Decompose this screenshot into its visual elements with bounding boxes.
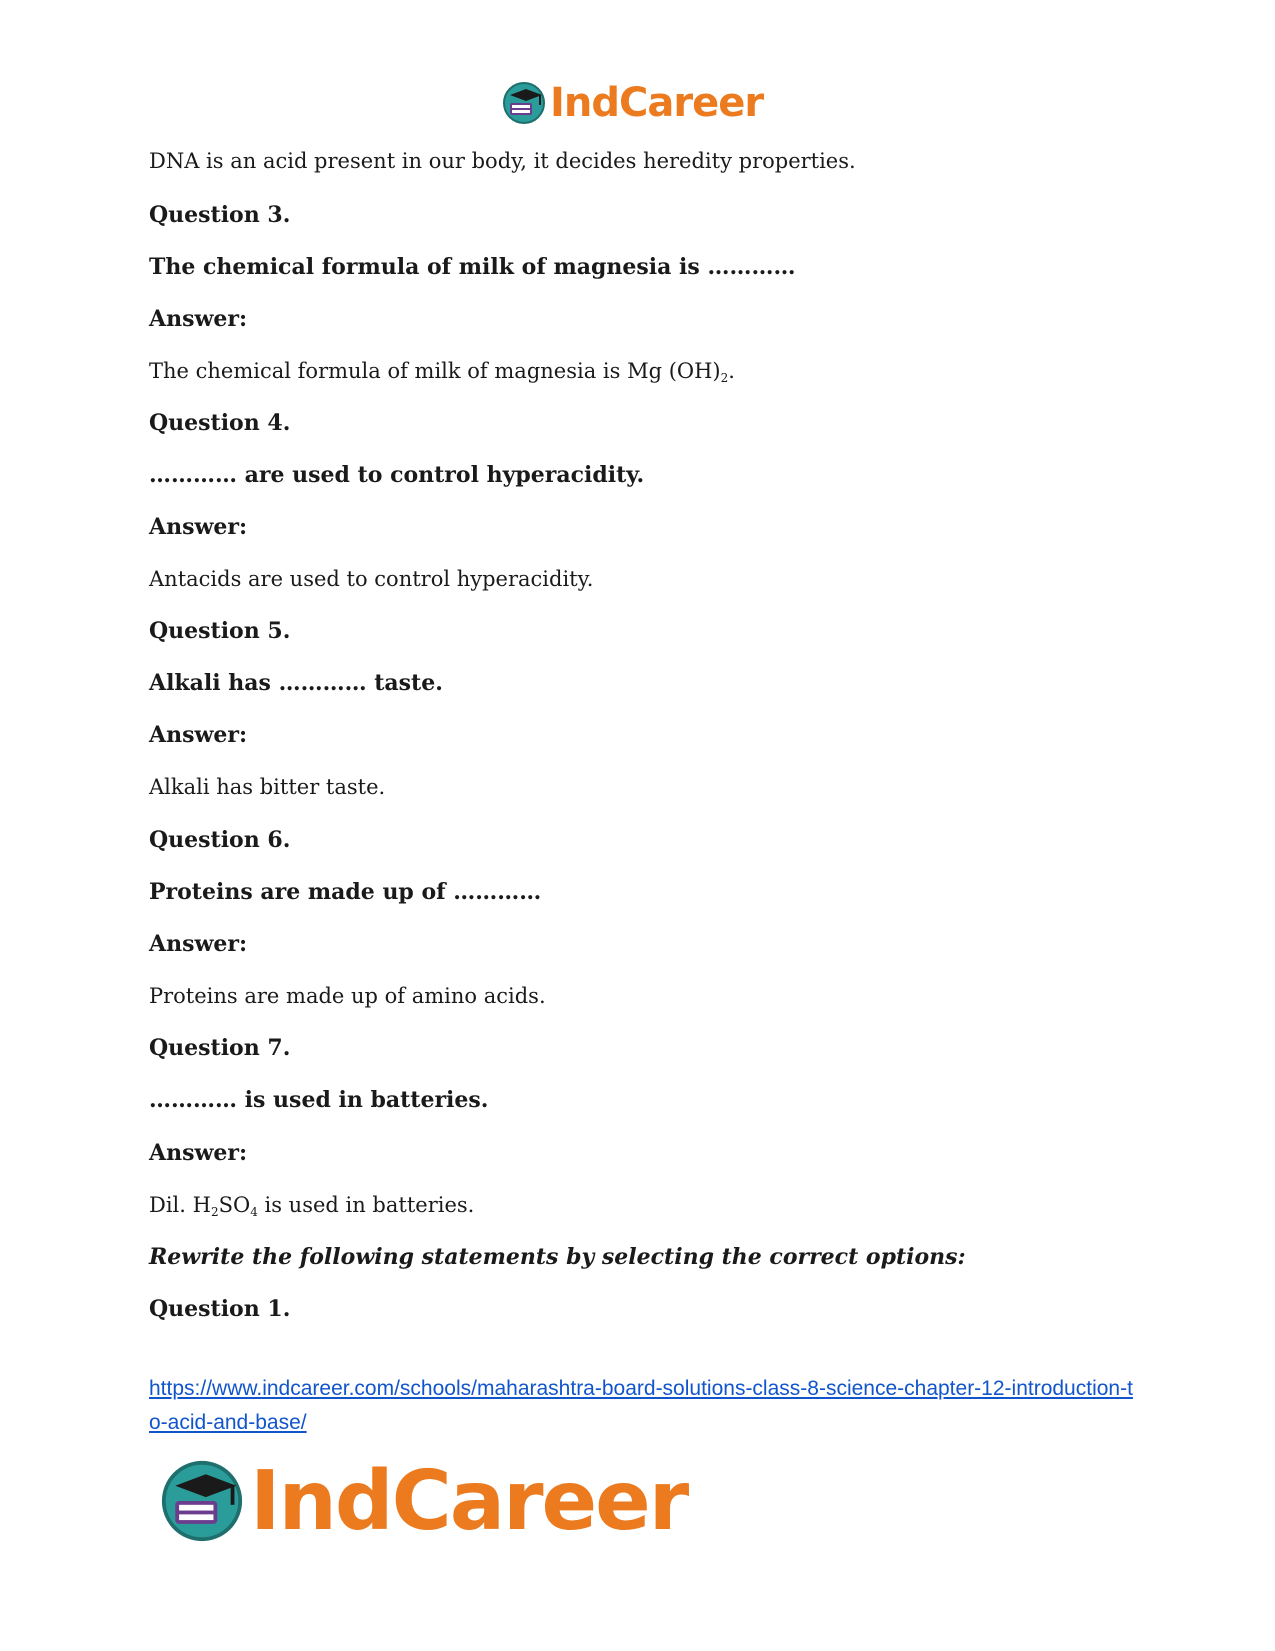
question-text: Proteins are made up of …………	[149, 879, 542, 905]
question-heading: Question 4.	[149, 410, 291, 436]
answer-label: Answer:	[149, 1140, 248, 1166]
body-text: DNA is an acid present in our body, it decides heredity properties.	[149, 149, 856, 173]
question-heading: Question 5.	[149, 618, 291, 644]
brand-name: IndCareer	[250, 1453, 688, 1549]
footer-logo	[160, 1453, 688, 1549]
answer-text: Proteins are made up of amino acids.	[149, 984, 546, 1008]
answer-label: Answer:	[149, 514, 248, 540]
question-heading: Question 7.	[149, 1035, 291, 1061]
question-heading: Question 1.	[149, 1296, 291, 1322]
header-logo	[502, 80, 763, 126]
answer-text: Dil. $H_2SO_4$ is used in batteries.	[149, 1193, 475, 1219]
question-text: ………… are used to control hyperacidity.	[149, 462, 645, 488]
answer-text: Alkali has bitter taste.	[149, 775, 386, 799]
section-heading: Rewrite the following statements by selecting the correct options:	[149, 1244, 966, 1270]
answer-label: Answer:	[149, 722, 248, 748]
question-text: ………… is used in batteries.	[149, 1087, 489, 1113]
question-text: The chemical formula of milk of magnesia is …………	[149, 254, 796, 280]
question-heading: Question 3.	[149, 202, 291, 228]
source-link[interactable]: https://www.indcareer.com/schools/maharashtra-board-solutions-class-8-science-chapter-12-introduction-to-acid-and-base/	[149, 1377, 1133, 1434]
graduation-book-icon	[502, 81, 546, 125]
answer-label: Answer:	[149, 306, 248, 332]
answer-label: Answer:	[149, 931, 248, 957]
answer-text: The chemical formula of milk of magnesia is Mg $(OH)_2$.	[149, 359, 735, 385]
question-heading: Question 6.	[149, 827, 291, 853]
graduation-book-icon	[160, 1459, 244, 1543]
answer-text: Antacids are used to control hyperacidity.	[149, 567, 594, 591]
question-text: Alkali has ………… taste.	[149, 670, 443, 696]
brand-name: IndCareer	[550, 80, 764, 126]
